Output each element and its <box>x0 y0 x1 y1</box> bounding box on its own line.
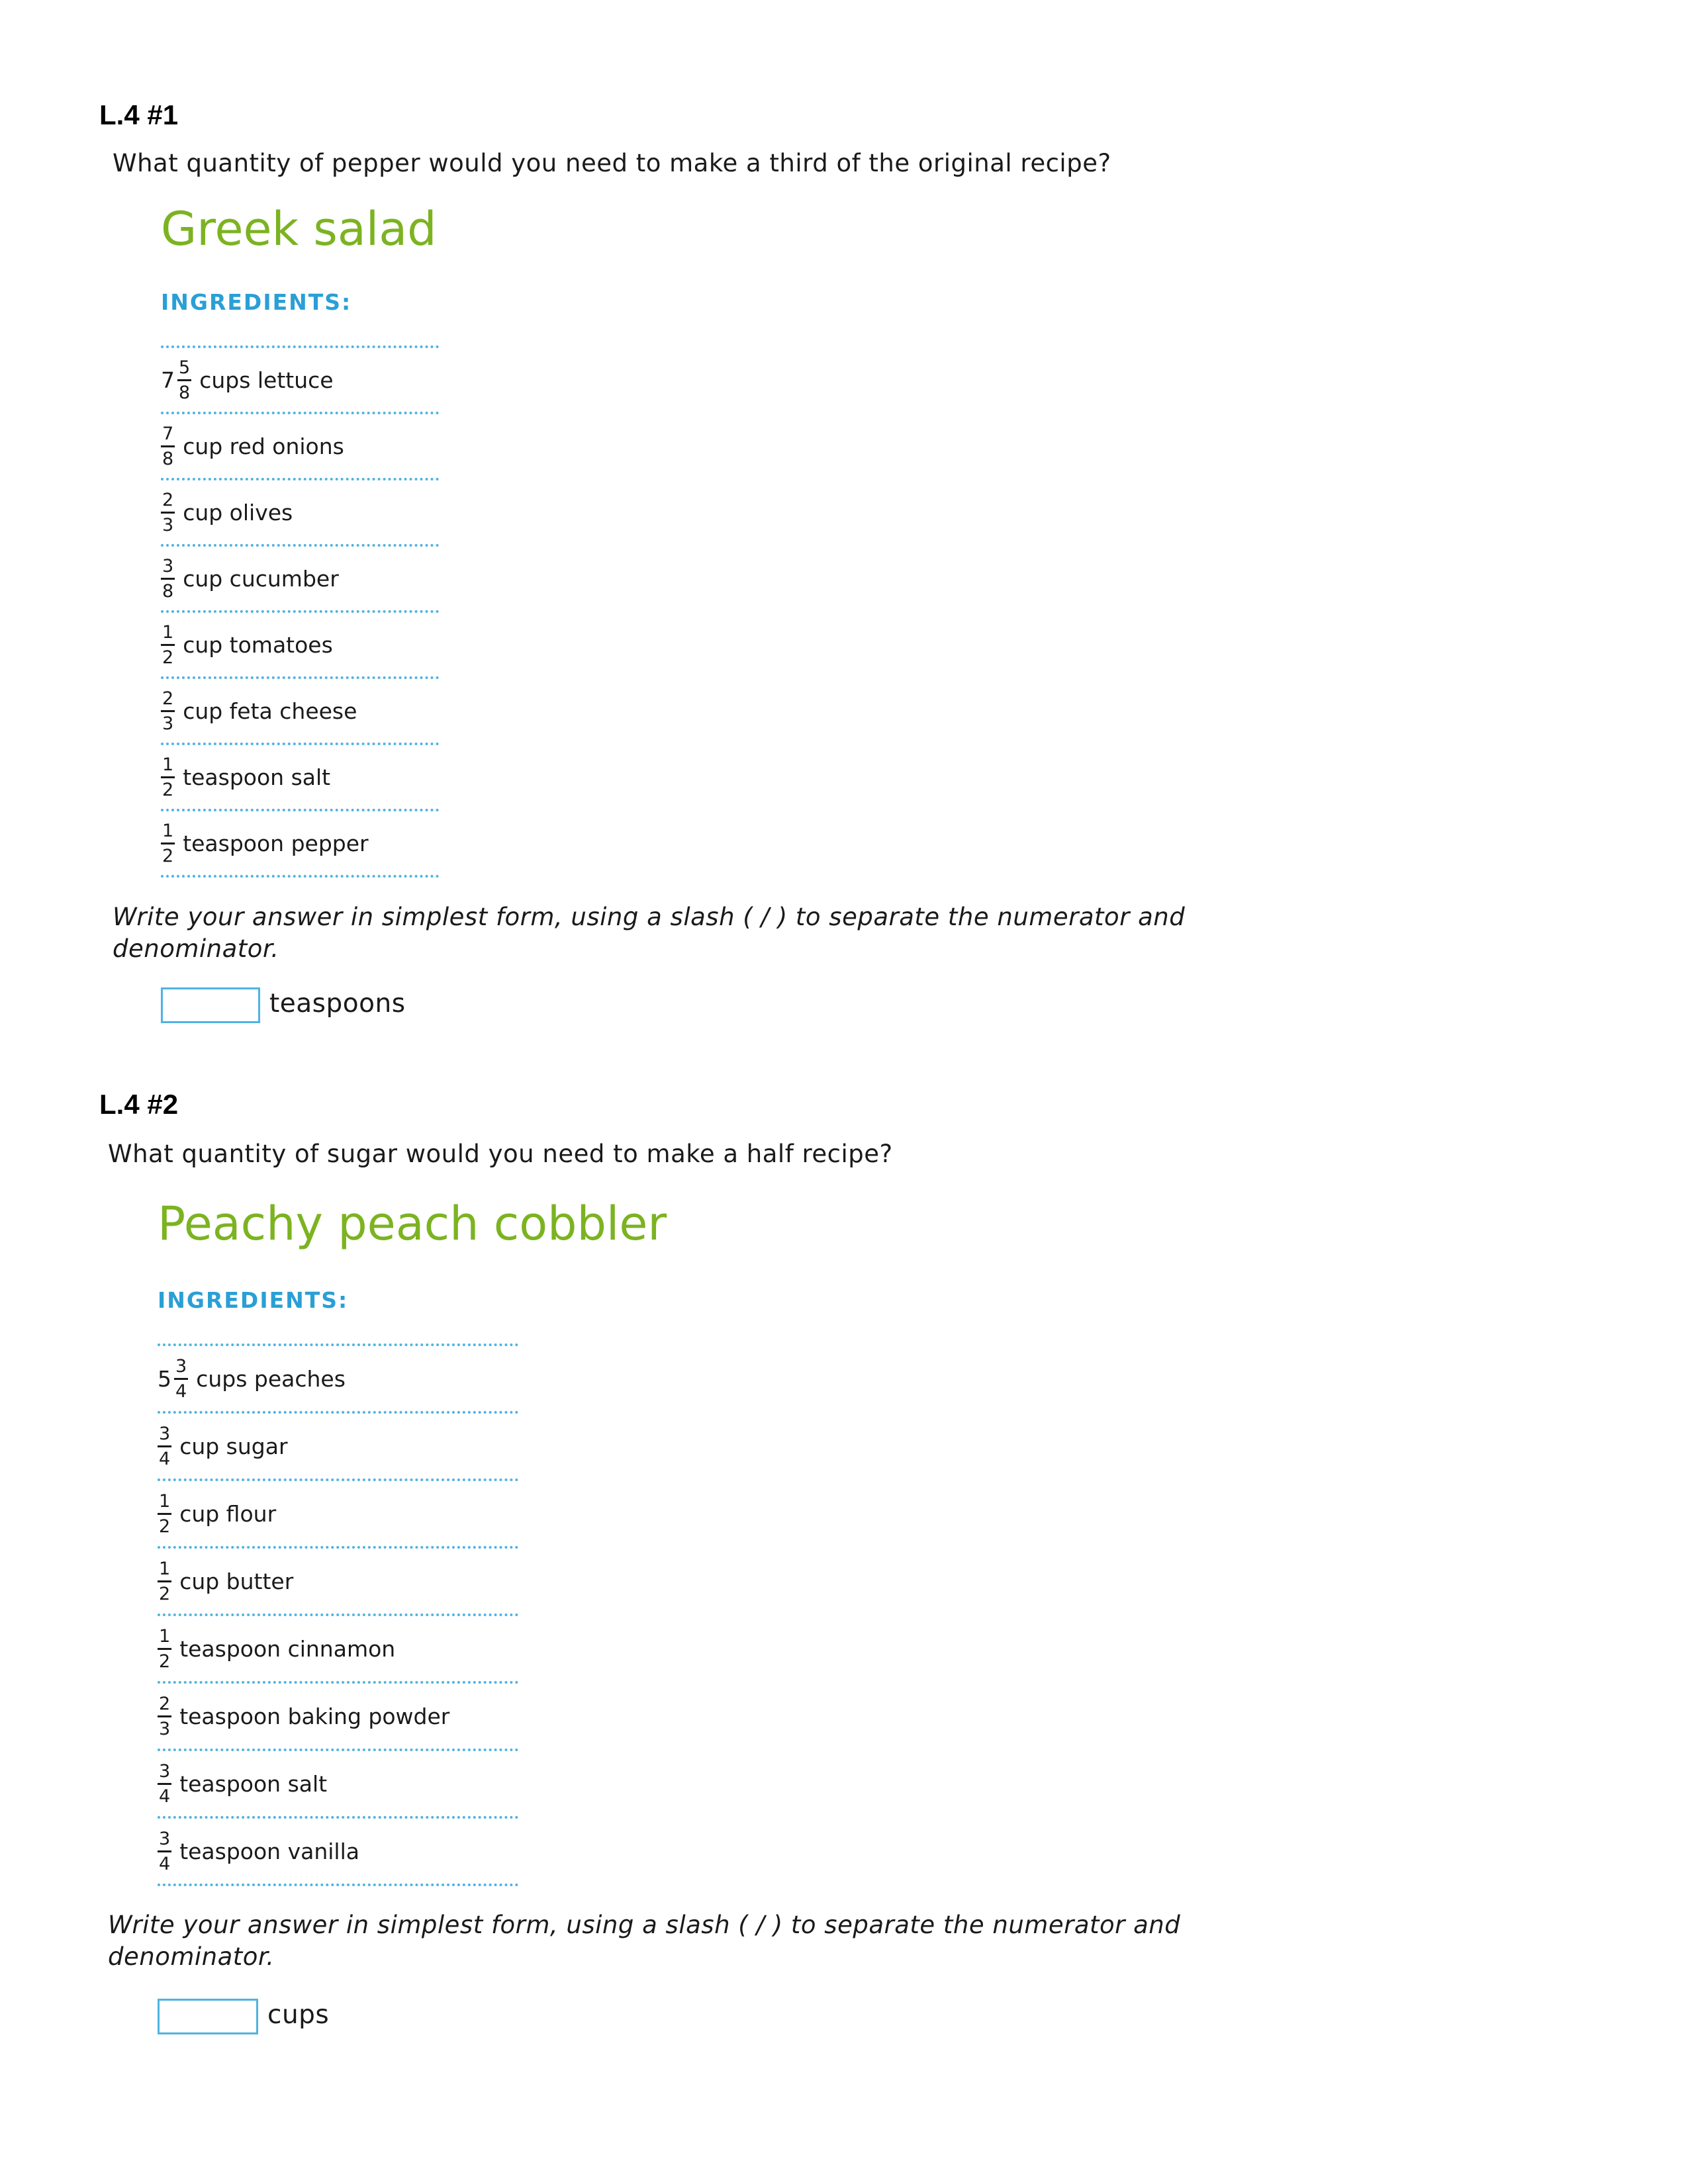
ingredient-fraction <box>174 1357 188 1400</box>
ingredient-name: cup olives <box>183 499 293 525</box>
ingredient-row <box>161 679 439 745</box>
ingredient-row <box>158 1414 518 1481</box>
answer-input[interactable] <box>158 1999 258 2034</box>
ingredient-whole: 5 <box>158 1365 171 1392</box>
ingredient-fraction <box>177 359 191 402</box>
fraction-denominator: 2 <box>159 1516 171 1537</box>
ingredient-fraction <box>158 1492 171 1535</box>
question-label: L.4 #1 <box>99 99 179 130</box>
fraction-denominator: 4 <box>159 1853 171 1874</box>
question-prompt: What quantity of sugar would you need to make a half recipe? <box>108 1140 893 1168</box>
recipe-title: Greek salad <box>161 202 437 256</box>
fraction-denominator: 2 <box>162 647 174 668</box>
fraction-denominator: 4 <box>159 1786 171 1807</box>
ingredient-fraction <box>161 425 175 468</box>
ingredient-name: cups lettuce <box>199 367 334 393</box>
fraction-numerator: 3 <box>161 557 175 580</box>
ingredient-fraction <box>161 690 175 733</box>
answer-unit: cups <box>267 2000 330 2030</box>
fraction-denominator: 4 <box>159 1448 171 1469</box>
ingredient-row <box>161 613 439 679</box>
fraction-denominator: 2 <box>162 779 174 800</box>
ingredient-fraction <box>158 1425 171 1468</box>
ingredient-name: cup red onions <box>183 433 344 459</box>
ingredient-fraction <box>158 1762 171 1805</box>
fraction-denominator: 2 <box>162 845 174 866</box>
ingredient-list <box>158 1343 518 1886</box>
fraction-numerator: 1 <box>161 756 175 778</box>
ingredient-name: teaspoon salt <box>179 1770 328 1797</box>
fraction-numerator: 3 <box>174 1357 188 1380</box>
fraction-numerator: 2 <box>161 491 175 514</box>
ingredient-fraction <box>161 756 175 799</box>
ingredient-row <box>161 480 439 547</box>
ingredient-name: cup tomatoes <box>183 631 333 658</box>
ingredient-fraction <box>161 491 175 534</box>
ingredient-name: cup sugar <box>179 1433 288 1459</box>
fraction-denominator: 8 <box>179 382 191 403</box>
ingredient-fraction <box>161 623 175 666</box>
ingredient-fraction <box>158 1627 171 1670</box>
question-label: L.4 #2 <box>99 1089 179 1120</box>
ingredient-row <box>161 547 439 613</box>
answer-instruction: Write your answer in simplest form, using a slash ( / ) to separate the numerator and denominator. <box>108 1911 1181 1971</box>
fraction-denominator: 2 <box>159 1651 171 1672</box>
fraction-numerator: 1 <box>161 623 175 646</box>
ingredient-row <box>161 414 439 480</box>
fraction-denominator: 3 <box>162 514 174 535</box>
ingredients-heading: INGREDIENTS: <box>161 289 352 315</box>
fraction-numerator: 1 <box>161 822 175 844</box>
fraction-denominator: 4 <box>175 1381 187 1402</box>
ingredient-name: teaspoon vanilla <box>179 1838 359 1864</box>
answer-input[interactable] <box>161 987 260 1023</box>
fraction-numerator: 5 <box>177 359 191 381</box>
ingredients-heading: INGREDIENTS: <box>158 1287 349 1313</box>
ingredient-list <box>161 345 439 878</box>
ingredient-fraction <box>158 1830 171 1873</box>
fraction-numerator: 2 <box>161 690 175 712</box>
ingredient-row <box>161 348 439 414</box>
answer-instruction: Write your answer in simplest form, using a slash ( / ) to separate the numerator and denominator. <box>113 903 1186 963</box>
ingredient-name: cups peaches <box>196 1365 346 1392</box>
ingredient-fraction <box>158 1695 171 1738</box>
ingredient-fraction <box>158 1560 171 1603</box>
fraction-numerator: 7 <box>161 425 175 447</box>
fraction-denominator: 8 <box>162 448 174 469</box>
ingredient-whole: 7 <box>161 367 175 393</box>
ingredient-name: teaspoon pepper <box>183 830 369 856</box>
fraction-numerator: 3 <box>158 1762 171 1785</box>
ingredient-name: teaspoon cinnamon <box>179 1635 396 1662</box>
ingredient-name: cup flour <box>179 1500 277 1527</box>
ingredient-row <box>161 745 439 811</box>
question-prompt: What quantity of pepper would you need to make a third of the original recipe? <box>113 149 1111 177</box>
ingredient-name: cup butter <box>179 1568 294 1594</box>
fraction-numerator: 2 <box>158 1695 171 1717</box>
fraction-numerator: 1 <box>158 1492 171 1515</box>
fraction-numerator: 1 <box>158 1560 171 1582</box>
fraction-denominator: 3 <box>159 1718 171 1739</box>
ingredient-row <box>158 1684 518 1751</box>
fraction-denominator: 2 <box>159 1583 171 1604</box>
ingredient-row <box>158 1616 518 1684</box>
ingredient-fraction <box>161 557 175 600</box>
ingredient-row <box>158 1549 518 1616</box>
fraction-denominator: 8 <box>162 580 174 602</box>
ingredient-name: teaspoon salt <box>183 764 331 790</box>
fraction-numerator: 3 <box>158 1830 171 1852</box>
ingredient-row <box>158 1481 518 1549</box>
ingredient-row <box>161 811 439 878</box>
ingredient-row <box>158 1346 518 1414</box>
fraction-numerator: 3 <box>158 1425 171 1447</box>
fraction-numerator: 1 <box>158 1627 171 1650</box>
ingredient-name: teaspoon baking powder <box>179 1703 450 1729</box>
ingredient-name: cup feta cheese <box>183 698 357 724</box>
ingredient-name: cup cucumber <box>183 565 339 592</box>
answer-unit: teaspoons <box>269 989 406 1019</box>
ingredient-row <box>158 1819 518 1886</box>
ingredient-row <box>158 1751 518 1819</box>
fraction-denominator: 3 <box>162 713 174 734</box>
ingredient-fraction <box>161 822 175 865</box>
recipe-title: Peachy peach cobbler <box>158 1197 667 1251</box>
